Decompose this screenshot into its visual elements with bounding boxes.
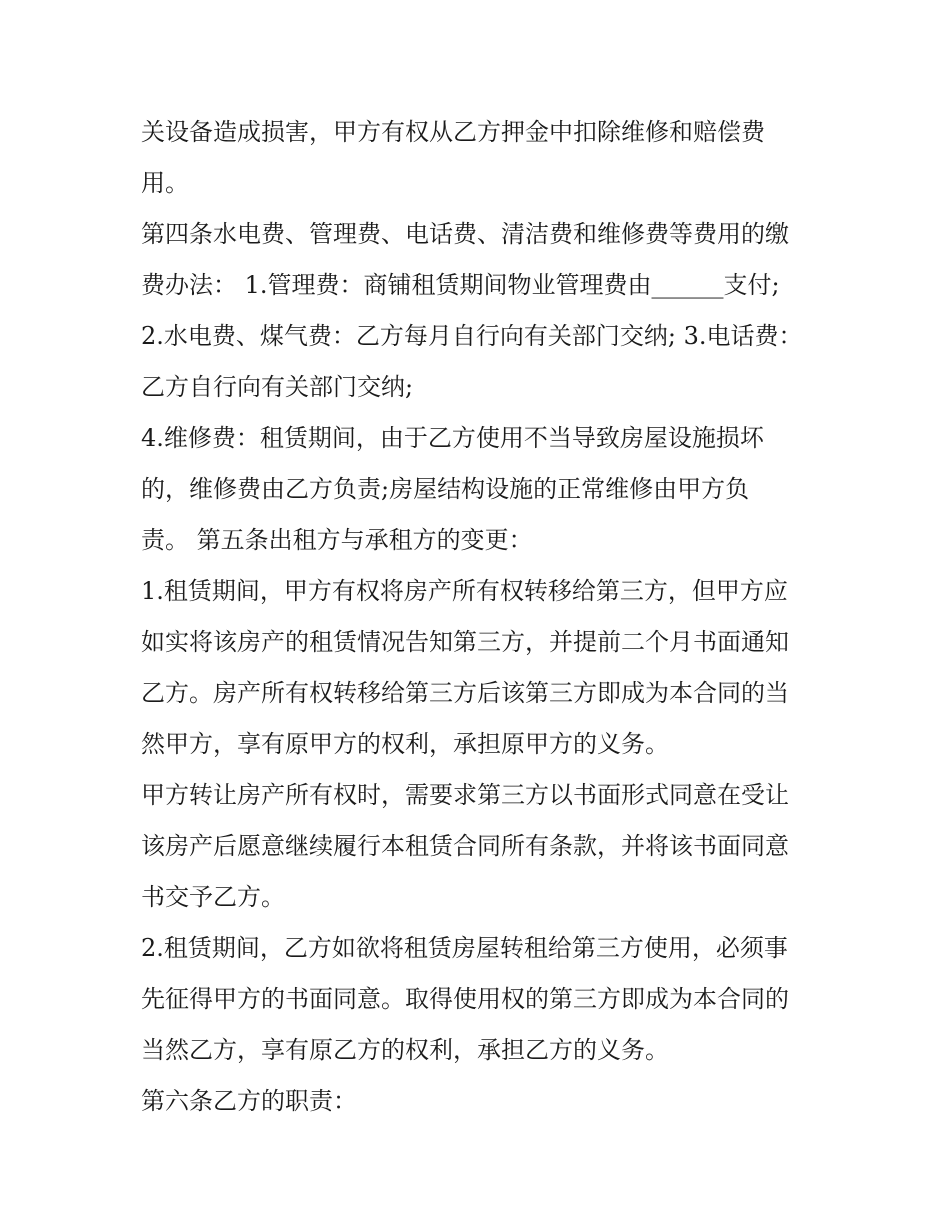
text-line: 2.租赁期间，乙方如欲将租赁房屋转租给第三方使用，必须事: [141, 934, 788, 962]
text-line: 2.水电费、煤气费：乙方每月自行向有关部门交纳; 3.电话费：: [141, 322, 803, 350]
text-line: 1.租赁期间，甲方有权将房产所有权转移给第三方，但甲方应: [141, 577, 788, 605]
text-line: 费办法： 1.管理费：商铺租赁期间物业管理费由______支付;: [141, 271, 780, 299]
text-line: 责。 第五条出租方与承租方的变更：: [141, 526, 533, 554]
text-line: 4.维修费：租赁期间，由于乙方使用不当导致房屋设施损坏: [141, 424, 764, 452]
text-line: 的，维修费由乙方负责;房屋结构设施的正常维修由甲方负: [141, 475, 750, 503]
text-line: 第四条水电费、管理费、电话费、清洁费和维修费等费用的缴: [141, 220, 789, 248]
text-line: 第六条乙方的职责：: [141, 1087, 357, 1115]
text-line: 乙方自行向有关部门交纳;: [141, 373, 414, 401]
text-line: 乙方。房产所有权转移给第三方后该第三方即成为本合同的当: [141, 679, 789, 707]
text-line: 当然乙方，享有原乙方的权利，承担乙方的义务。: [141, 1036, 669, 1064]
text-line: 关设备造成损害，甲方有权从乙方押金中扣除维修和赔偿费: [141, 118, 765, 146]
text-line: 甲方转让房产所有权时，需要求第三方以书面形式同意在受让: [141, 781, 789, 809]
text-line: 该房产后愿意继续履行本租赁合同所有条款，并将该书面同意: [141, 832, 789, 860]
text-line: 用。: [141, 169, 189, 197]
text-line: 书交予乙方。: [141, 883, 285, 911]
text-line: 然甲方，享有原甲方的权利，承担原甲方的义务。: [141, 730, 669, 758]
document-body: [141, 107, 821, 1127]
text-line: 先征得甲方的书面同意。取得使用权的第三方即成为本合同的: [141, 985, 789, 1013]
text-line: 如实将该房产的租赁情况告知第三方，并提前二个月书面通知: [141, 628, 789, 656]
